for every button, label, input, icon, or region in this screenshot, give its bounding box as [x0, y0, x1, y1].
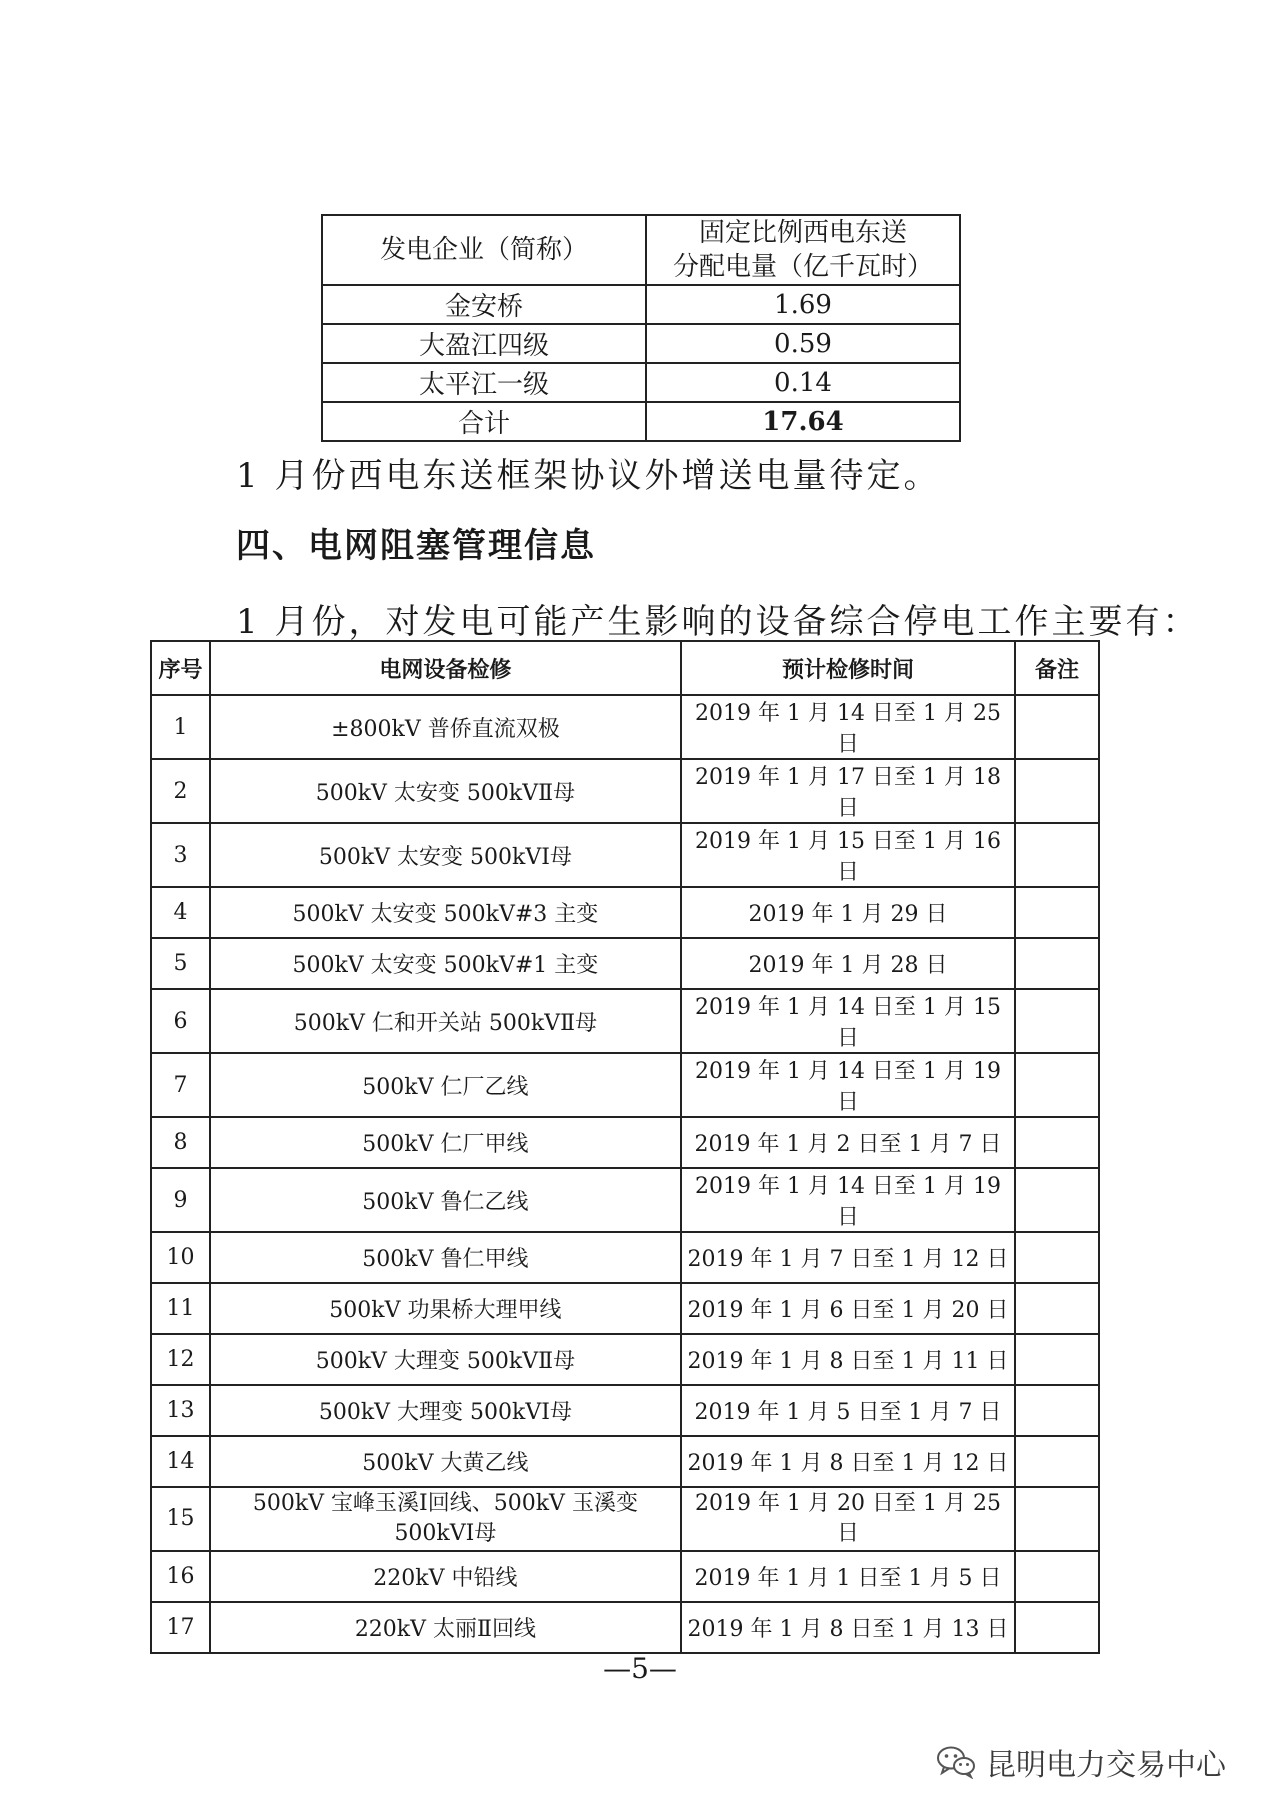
outage-time-cell: 2019 年 1 月 14 日至 1 月 19 日 [681, 1168, 1015, 1232]
outage-time-cell: 2019 年 1 月 28 日 [681, 938, 1015, 989]
outage-device-cell: 500kV 仁厂甲线 [210, 1117, 681, 1168]
outage-device-cell: 500kV 鲁仁甲线 [210, 1232, 681, 1283]
outage-note-cell [1015, 695, 1099, 759]
outage-table-row [151, 1117, 1099, 1168]
outage-number-cell: 7 [151, 1053, 210, 1117]
outage-device-cell: ±800kV 普侨直流双极 [210, 695, 681, 759]
outage-note-cell [1015, 887, 1099, 938]
outage-table-row [151, 759, 1099, 823]
outage-time-cell: 2019 年 1 月 20 日至 1 月 25 日 [681, 1487, 1015, 1551]
allocation-header-value [646, 215, 960, 285]
outage-time-cell: 2019 年 1 月 8 日至 1 月 12 日 [681, 1436, 1015, 1487]
outage-time-cell: 2019 年 1 月 14 日至 1 月 15 日 [681, 989, 1015, 1053]
outage-note-cell [1015, 1436, 1099, 1487]
outage-table-row [151, 1168, 1099, 1232]
outage-note-cell [1015, 989, 1099, 1053]
allocation-row [322, 324, 960, 363]
outage-table-row [151, 1436, 1099, 1487]
outage-number-cell: 4 [151, 887, 210, 938]
outage-table-row [151, 1385, 1099, 1436]
allocation-header-value-line2: 分配电量（亿千瓦时） [672, 252, 933, 282]
outage-table-row [151, 887, 1099, 938]
outage-number-cell: 1 [151, 695, 210, 759]
outage-number-cell: 3 [151, 823, 210, 887]
allocation-total-label: 合计 [322, 402, 646, 441]
outage-number-cell: 6 [151, 989, 210, 1053]
outage-time-cell: 2019 年 1 月 17 日至 1 月 18 日 [681, 759, 1015, 823]
outage-table-row [151, 1232, 1099, 1283]
page-number: —5— [603, 1652, 677, 1685]
section-heading: 四、电网阻塞管理信息 [236, 526, 596, 566]
watermark-text: 昆明电力交易中心 [986, 1748, 1226, 1783]
outage-device-cell: 220kV 太丽Ⅱ回线 [210, 1602, 681, 1653]
outage-time-cell: 2019 年 1 月 8 日至 1 月 11 日 [681, 1334, 1015, 1385]
outage-time-cell: 2019 年 1 月 15 日至 1 月 16 日 [681, 823, 1015, 887]
outage-header-device: 电网设备检修 [210, 641, 681, 695]
outage-table-row [151, 1334, 1099, 1385]
outage-number-cell: 9 [151, 1168, 210, 1232]
outage-number-cell: 5 [151, 938, 210, 989]
outage-device-cell: 500kV 太安变 500kVⅡ母 [210, 759, 681, 823]
outage-number-cell: 15 [151, 1487, 210, 1551]
allocation-total-row [322, 402, 960, 441]
outage-time-cell: 2019 年 1 月 14 日至 1 月 25 日 [681, 695, 1015, 759]
paragraph-extra-transmission: 1 月份西电东送框架协议外增送电量待定。 [236, 456, 941, 496]
paragraph-outage-intro: 1 月份，对发电可能产生影响的设备综合停电工作主要有： [236, 602, 1200, 642]
outage-header-note: 备注 [1015, 641, 1099, 695]
outage-number-cell: 16 [151, 1551, 210, 1602]
outage-note-cell [1015, 938, 1099, 989]
outage-time-cell: 2019 年 1 月 6 日至 1 月 20 日 [681, 1283, 1015, 1334]
outage-number-cell: 13 [151, 1385, 210, 1436]
outage-note-cell [1015, 1334, 1099, 1385]
allocation-total-value: 17.64 [646, 402, 960, 441]
outage-table-row [151, 1487, 1099, 1551]
outage-note-cell [1015, 823, 1099, 887]
allocation-row [322, 285, 960, 324]
allocation-value-cell: 0.14 [646, 363, 960, 402]
outage-device-cell: 500kV 太安变 500kV#1 主变 [210, 938, 681, 989]
outage-table-row [151, 823, 1099, 887]
outage-table-header-row [151, 641, 1099, 695]
outage-note-cell [1015, 1117, 1099, 1168]
outage-time-cell: 2019 年 1 月 1 日至 1 月 5 日 [681, 1551, 1015, 1602]
outage-note-cell [1015, 1232, 1099, 1283]
watermark [936, 1740, 1226, 1784]
outage-device-cell: 500kV 大理变 500kVⅠ母 [210, 1385, 681, 1436]
outage-number-cell: 8 [151, 1117, 210, 1168]
outage-note-cell [1015, 1283, 1099, 1334]
outage-device-cell: 500kV 大黄乙线 [210, 1436, 681, 1487]
wechat-icon [936, 1745, 976, 1779]
outage-number-cell: 10 [151, 1232, 210, 1283]
outage-device-cell: 500kV 鲁仁乙线 [210, 1168, 681, 1232]
outage-time-cell: 2019 年 1 月 8 日至 1 月 13 日 [681, 1602, 1015, 1653]
outage-table [150, 640, 1100, 1654]
outage-table-row [151, 1053, 1099, 1117]
outage-device-cell: 500kV 仁厂乙线 [210, 1053, 681, 1117]
outage-time-cell: 2019 年 1 月 2 日至 1 月 7 日 [681, 1117, 1015, 1168]
outage-table-row [151, 1602, 1099, 1653]
outage-table-row [151, 695, 1099, 759]
outage-table-row [151, 989, 1099, 1053]
allocation-header-value-line1: 固定比例西电东送 [698, 218, 907, 248]
allocation-value-cell: 0.59 [646, 324, 960, 363]
allocation-value-cell: 1.69 [646, 285, 960, 324]
outage-note-cell [1015, 1551, 1099, 1602]
outage-time-cell: 2019 年 1 月 14 日至 1 月 19 日 [681, 1053, 1015, 1117]
outage-device-cell: 500kV 太安变 500kV#3 主变 [210, 887, 681, 938]
outage-number-cell: 17 [151, 1602, 210, 1653]
outage-note-cell [1015, 1385, 1099, 1436]
outage-device-cell: 500kV 太安变 500kVⅠ母 [210, 823, 681, 887]
outage-note-cell [1015, 759, 1099, 823]
outage-note-cell [1015, 1053, 1099, 1117]
outage-device-cell: 220kV 中铅线 [210, 1551, 681, 1602]
outage-table-row [151, 1551, 1099, 1602]
outage-device-cell: 500kV 大理变 500kVⅡ母 [210, 1334, 681, 1385]
outage-number-cell: 14 [151, 1436, 210, 1487]
outage-table-row [151, 938, 1099, 989]
allocation-header-company: 发电企业（简称） [322, 215, 646, 285]
outage-header-number: 序号 [151, 641, 210, 695]
outage-time-cell: 2019 年 1 月 7 日至 1 月 12 日 [681, 1232, 1015, 1283]
outage-note-cell [1015, 1487, 1099, 1551]
allocation-company-cell: 大盈江四级 [322, 324, 646, 363]
outage-note-cell [1015, 1168, 1099, 1232]
allocation-table-header-row [322, 215, 960, 285]
allocation-table [321, 214, 961, 442]
outage-number-cell: 12 [151, 1334, 210, 1385]
outage-time-cell: 2019 年 1 月 29 日 [681, 887, 1015, 938]
allocation-company-cell: 太平江一级 [322, 363, 646, 402]
outage-header-time: 预计检修时间 [681, 641, 1015, 695]
outage-device-cell: 500kV 宝峰玉溪Ⅰ回线、500kV 玉溪变 500kVⅠ母 [210, 1487, 681, 1551]
outage-number-cell: 2 [151, 759, 210, 823]
allocation-row [322, 363, 960, 402]
outage-note-cell [1015, 1602, 1099, 1653]
outage-device-cell: 500kV 仁和开关站 500kVⅡ母 [210, 989, 681, 1053]
outage-table-row [151, 1283, 1099, 1334]
outage-number-cell: 11 [151, 1283, 210, 1334]
outage-device-cell: 500kV 功果桥大理甲线 [210, 1283, 681, 1334]
outage-time-cell: 2019 年 1 月 5 日至 1 月 7 日 [681, 1385, 1015, 1436]
allocation-company-cell: 金安桥 [322, 285, 646, 324]
